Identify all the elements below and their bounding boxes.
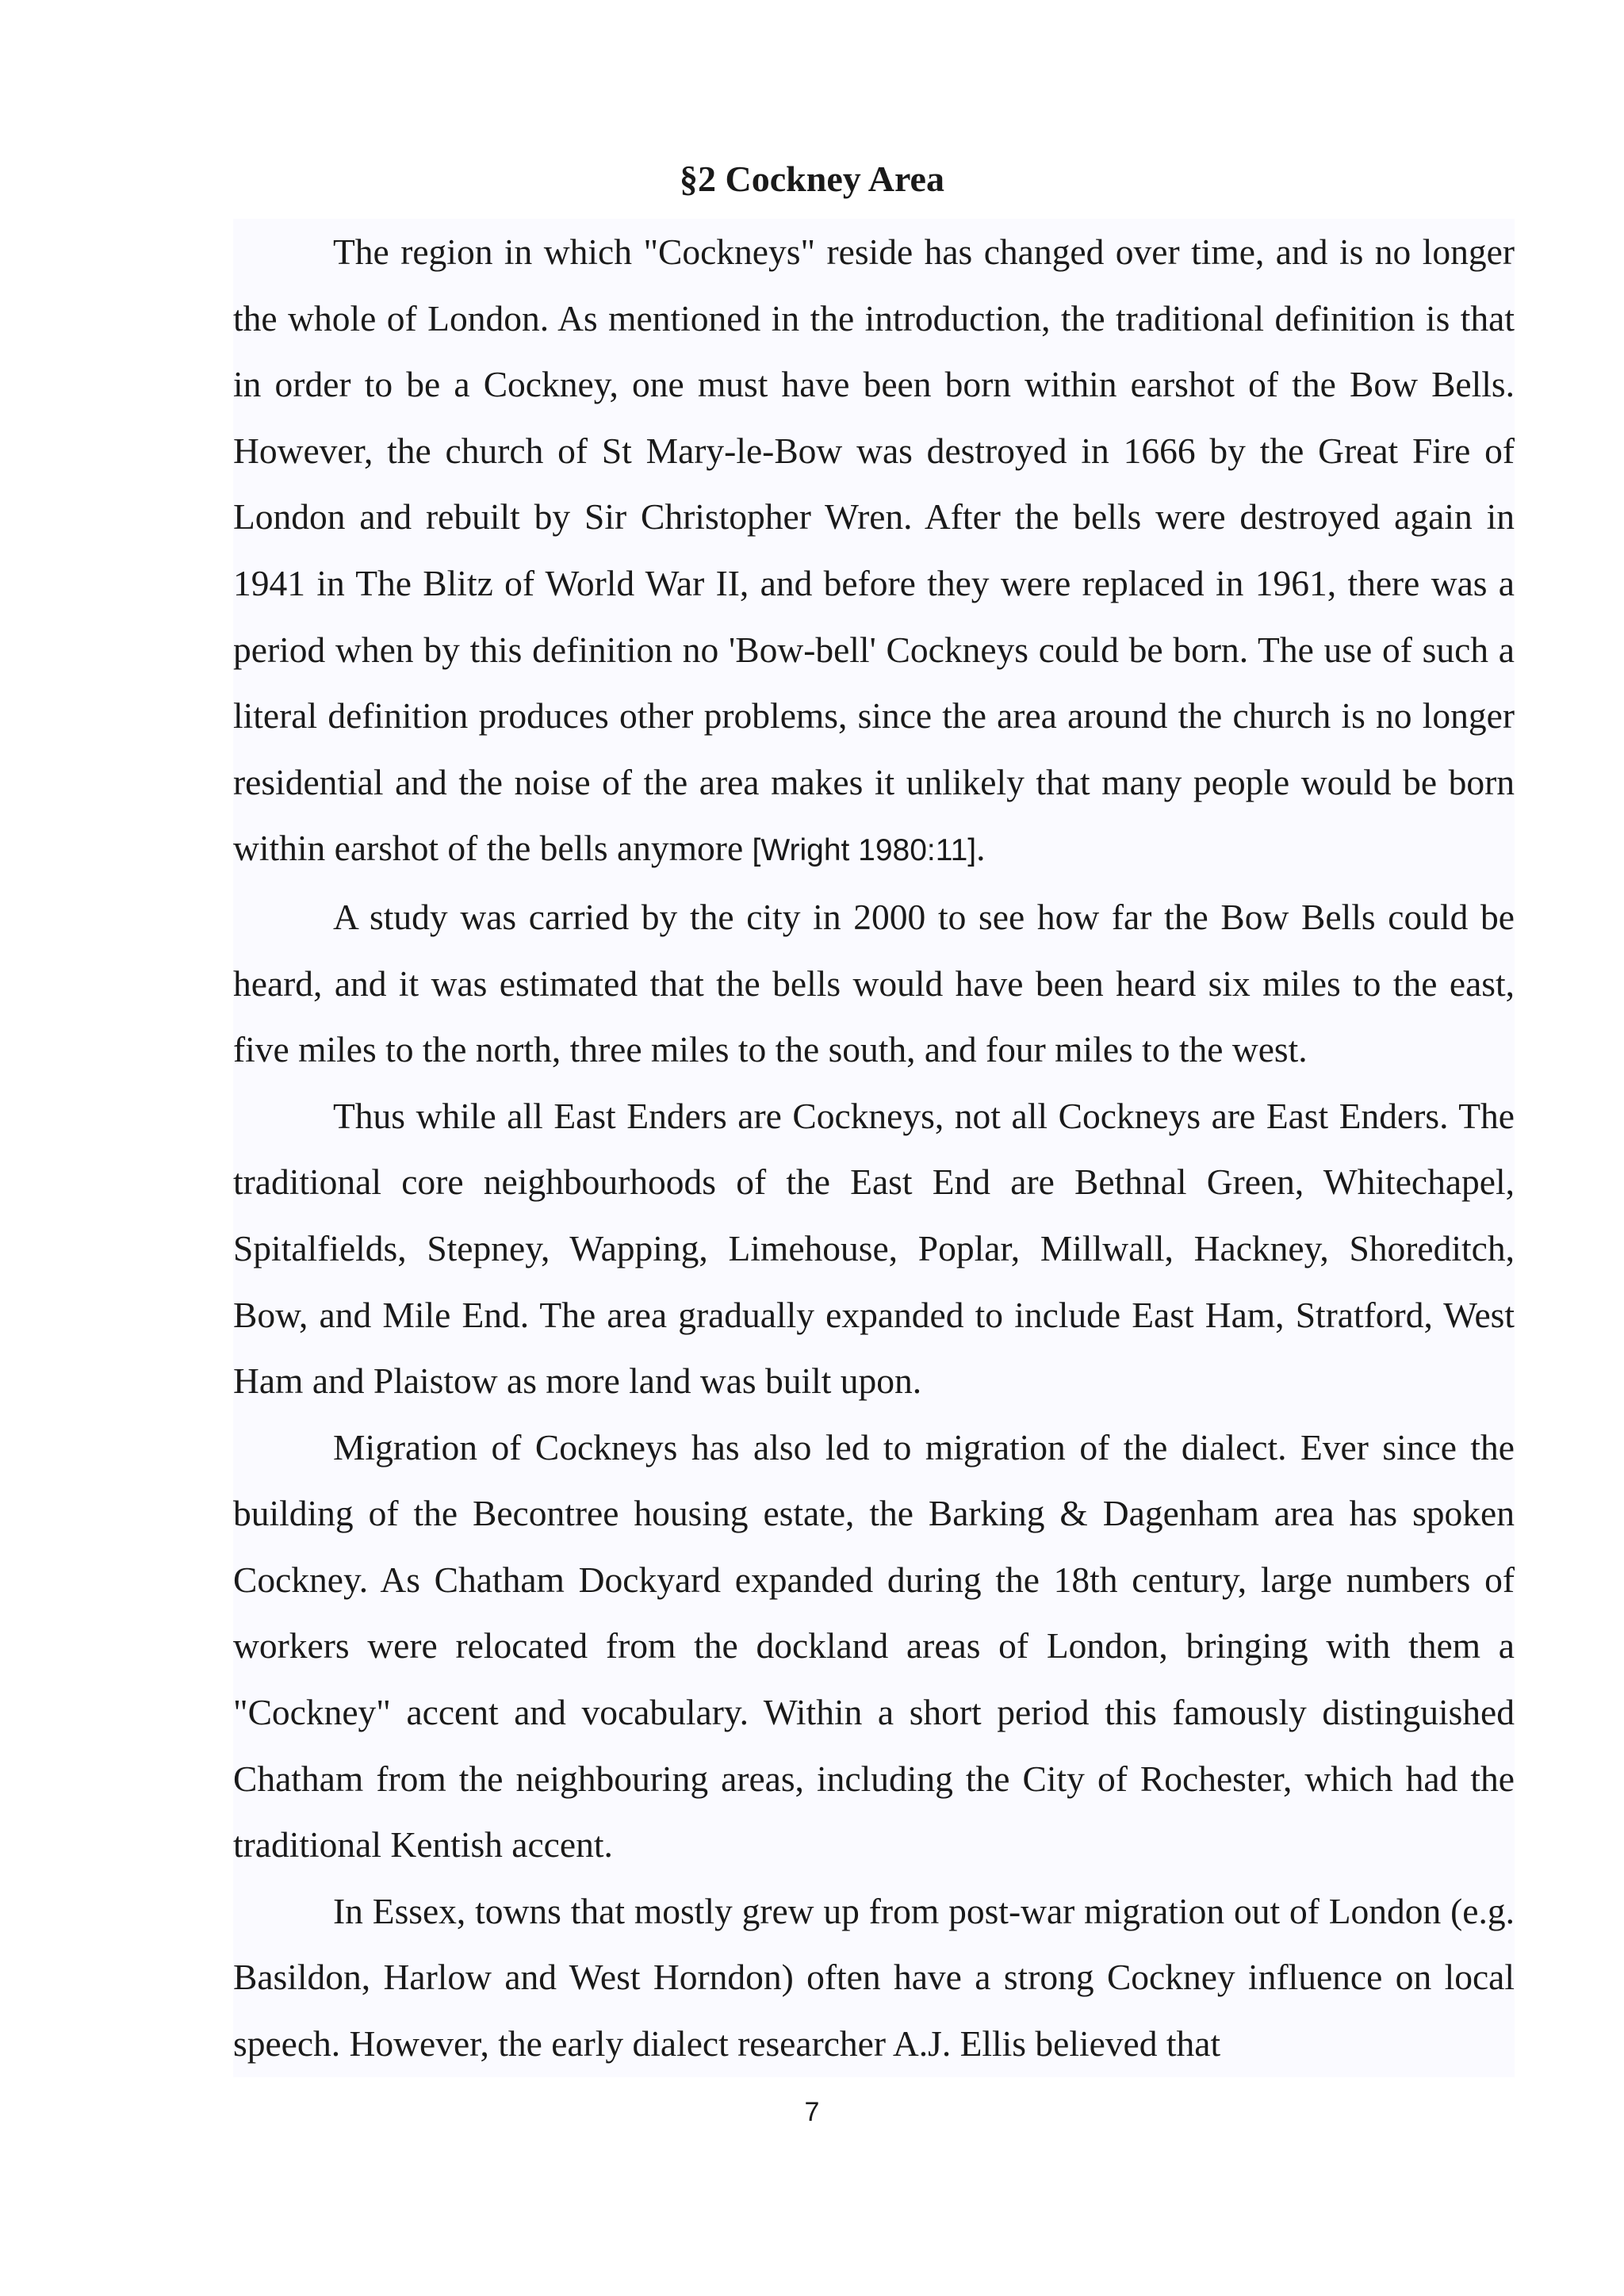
paragraph-5: In Essex, towns that mostly grew up from post-war migration out of London (e.g. Basildon, Harlow and West Horndon) often have a strong Cockney influence on local speech. However, the early dialect researcher A.J. Ellis believed that (233, 1890, 1515, 2064)
paragraph-2: A study was carried by the city in 2000 to see how far the Bow Bells could be heard, and it was estimated that the bells would have been heard six miles to the east, five miles to the north, three miles to the south, and four miles to the west. (233, 896, 1515, 1070)
paragraph-3: Thus while all East Enders are Cockneys, not all Cockneys are East Enders. The traditional core neighbourhoods of the East End are Bethnal Green, Whitechapel, Spitalfields, Stepney, Wapping, Limehouse, Poplar, Millwall, Hackney, Shoreditch, Bow, and Mile End. The area gradually expanded to include East Ham, Stratford, West Ham and Plaistow as more land was built upon. (233, 1095, 1515, 1402)
citation: [Wright 1980:11] (752, 833, 977, 868)
page-number: 7 (804, 2097, 820, 2127)
paragraph-1-tail: . (976, 828, 986, 869)
paragraph-1 (233, 219, 1515, 884)
paragraph-4: Migration of Cockneys has also led to migration of the dialect. Ever since the building of the Becontree housing estate, the Barking & Dagenham area has spoken Cockney. As Chatham Dockyard expanded during the 18th century, large numbers of workers were relocated from the dockland areas of London, bringing with them a "Cockney" accent and vocabulary. Within a short period this famously distinguished Chatham from the neighbouring areas, including the City of Rochester, which had the traditional Kentish accent. (233, 1426, 1515, 1866)
paragraph-1-text: The region in which "Cockneys" reside has changed over time, and is no longer the whole of London. As mentioned in the introduction, the traditional definition is that in order to be a Cockney, one must have been born within earshot of the Bow Bells. However, the church of St Mary-le-Bow was destroyed in 1666 by the Great Fire of London and rebuilt by Sir Christopher Wren. After the bells were destroyed again in 1941 in The Blitz of World War II, and before they were replaced in 1961, there was a period when by this definition no 'Bow-bell' Cockneys could be born. The use of such a literal definition produces other problems, since the area around the church is no longer residential and the noise of the area makes it unlikely that many people would be born within earshot of the bells anymore (233, 232, 1515, 869)
body-text (233, 219, 1515, 2077)
section-heading: §2 Cockney Area (680, 159, 944, 199)
